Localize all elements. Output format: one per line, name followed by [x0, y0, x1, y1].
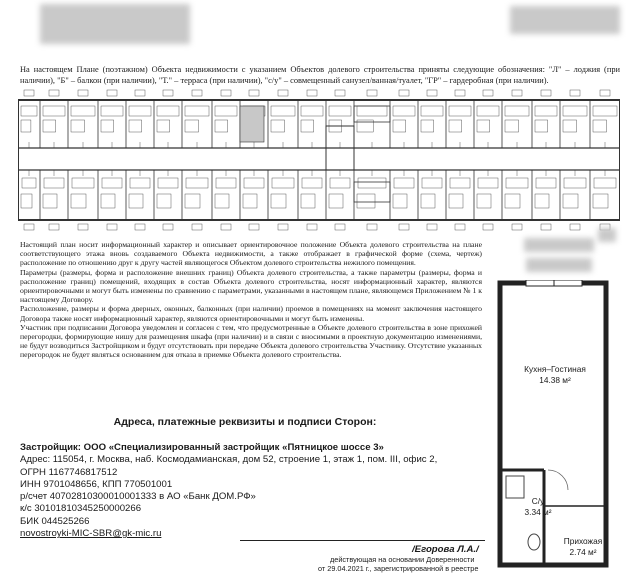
- paragraph: Параметры (размеры, форма и расположение внешних границ) Объекта долевого строительства, а также параметры (размеры, форма и расположение границ) помещений, входящих в состав Объекта долевого строительства, носят информационный характер, являются ориентировочными и могут быть изменены по сравнению с параметрами, указанными в настоящем плане, являющемся Приложением № 1 к настоящему Договору.: [20, 267, 482, 305]
- room-area: 3.34 м²: [524, 507, 552, 517]
- signatory-name: /Егорова Л.А./: [412, 544, 479, 555]
- paragraph: Участник при подписании Договора уведомлен и согласен с тем, что предусмотренные в Объекте долевого строительства в зоне прихожей перегородки, формирующие нишу для размещения шкафа (при наличии) и в связи с вносимыми в проектную документацию изменениями, не будут возводиться Застройщиком и будут отсутствовать при передаче Объекта долевого строительства Участнику. Отсутствие указанных перегородок не будет являться основанием для отказа в приемке Объекта долевого строительства.: [20, 322, 482, 360]
- legend-intro: На настоящем Плане (поэтажном) Объекта недвижимости с указанием Объектов долевого строительства приняты следующие обозначения: "Л" – лоджия (при наличии), "Б" – балкон (при наличии), "Т." – терраса (при наличии), "с/у" – совмещенный санузел/ванная/туалет, "ГР" – гардеробная (при наличии).: [20, 65, 620, 85]
- apartment-plan: [496, 280, 612, 568]
- floor-plan-drawing: [18, 86, 620, 234]
- developer-email-link[interactable]: novostroyki-MIC-SBR@gk-mic.ru: [20, 528, 162, 540]
- signature-line: [240, 540, 485, 541]
- developer-name: Застройщик: ООО «Специализированный застройщик «Пятницкое шоссе 3»: [20, 442, 384, 453]
- room-name: Кухня–Гостиная: [524, 364, 586, 374]
- room-label-kitchen: [505, 364, 605, 386]
- redacted-header-block: [510, 6, 620, 34]
- developer-corr-account: к/с 30101810345250000266: [20, 503, 142, 515]
- redacted-corner-mark: [598, 228, 616, 242]
- section-title: Адреса, платежные реквизиты и подписи Сторон:: [113, 416, 377, 428]
- developer-requisites: [20, 442, 482, 540]
- room-area: 14.38 м²: [539, 375, 571, 385]
- description-text: [20, 240, 482, 360]
- paragraph: Настоящий план носит информационный характер и описывает ориентировочное положение Объекта долевого строительства на плане соответствующего этажа вновь создаваемого Объекта недвижимости, а также отображает в графической форме (схема, чертеж) расположение по отношению друг к другу частей являющегося Объектом долевого строительства нежилого помещения.: [20, 240, 482, 268]
- developer-inn: ИНН 9701048656, КПП 770501001: [20, 478, 173, 490]
- room-label-bathroom: [516, 496, 560, 518]
- developer-address: Адрес: 115054, г. Москва, наб. Космодамианская, дом 52, строение 1, этаж 1, пом. III, офис 2,: [20, 454, 438, 466]
- signature-caption: действующая на основании Доверенности: [330, 555, 475, 564]
- room-area: 2.74 м²: [569, 547, 597, 557]
- developer-bik: БИК 044525266: [20, 515, 90, 527]
- paragraph: Расположение, размеры и форма дверных, оконных, балконных (при наличии) проемов в помещениях на момент заключения настоящего Договора также носят информационный характер, являются ориентировочными и могут быть изменены.: [20, 304, 482, 323]
- developer-ogrn: ОГРН 1167746817512: [20, 466, 118, 478]
- developer-account: р/счет 40702810300010001333 в АО «Банк ДОМ.РФ»: [20, 491, 256, 503]
- room-name: С/у: [531, 496, 545, 506]
- redacted-header-block: [40, 4, 190, 44]
- redacted-apartment-info: [524, 238, 594, 252]
- room-name: Прихожая: [563, 536, 603, 546]
- room-label-hallway: [550, 536, 616, 558]
- redacted-apartment-info: [526, 258, 592, 272]
- signature-caption: от 29.04.2021 г., зарегистрированной в реестре: [318, 564, 479, 573]
